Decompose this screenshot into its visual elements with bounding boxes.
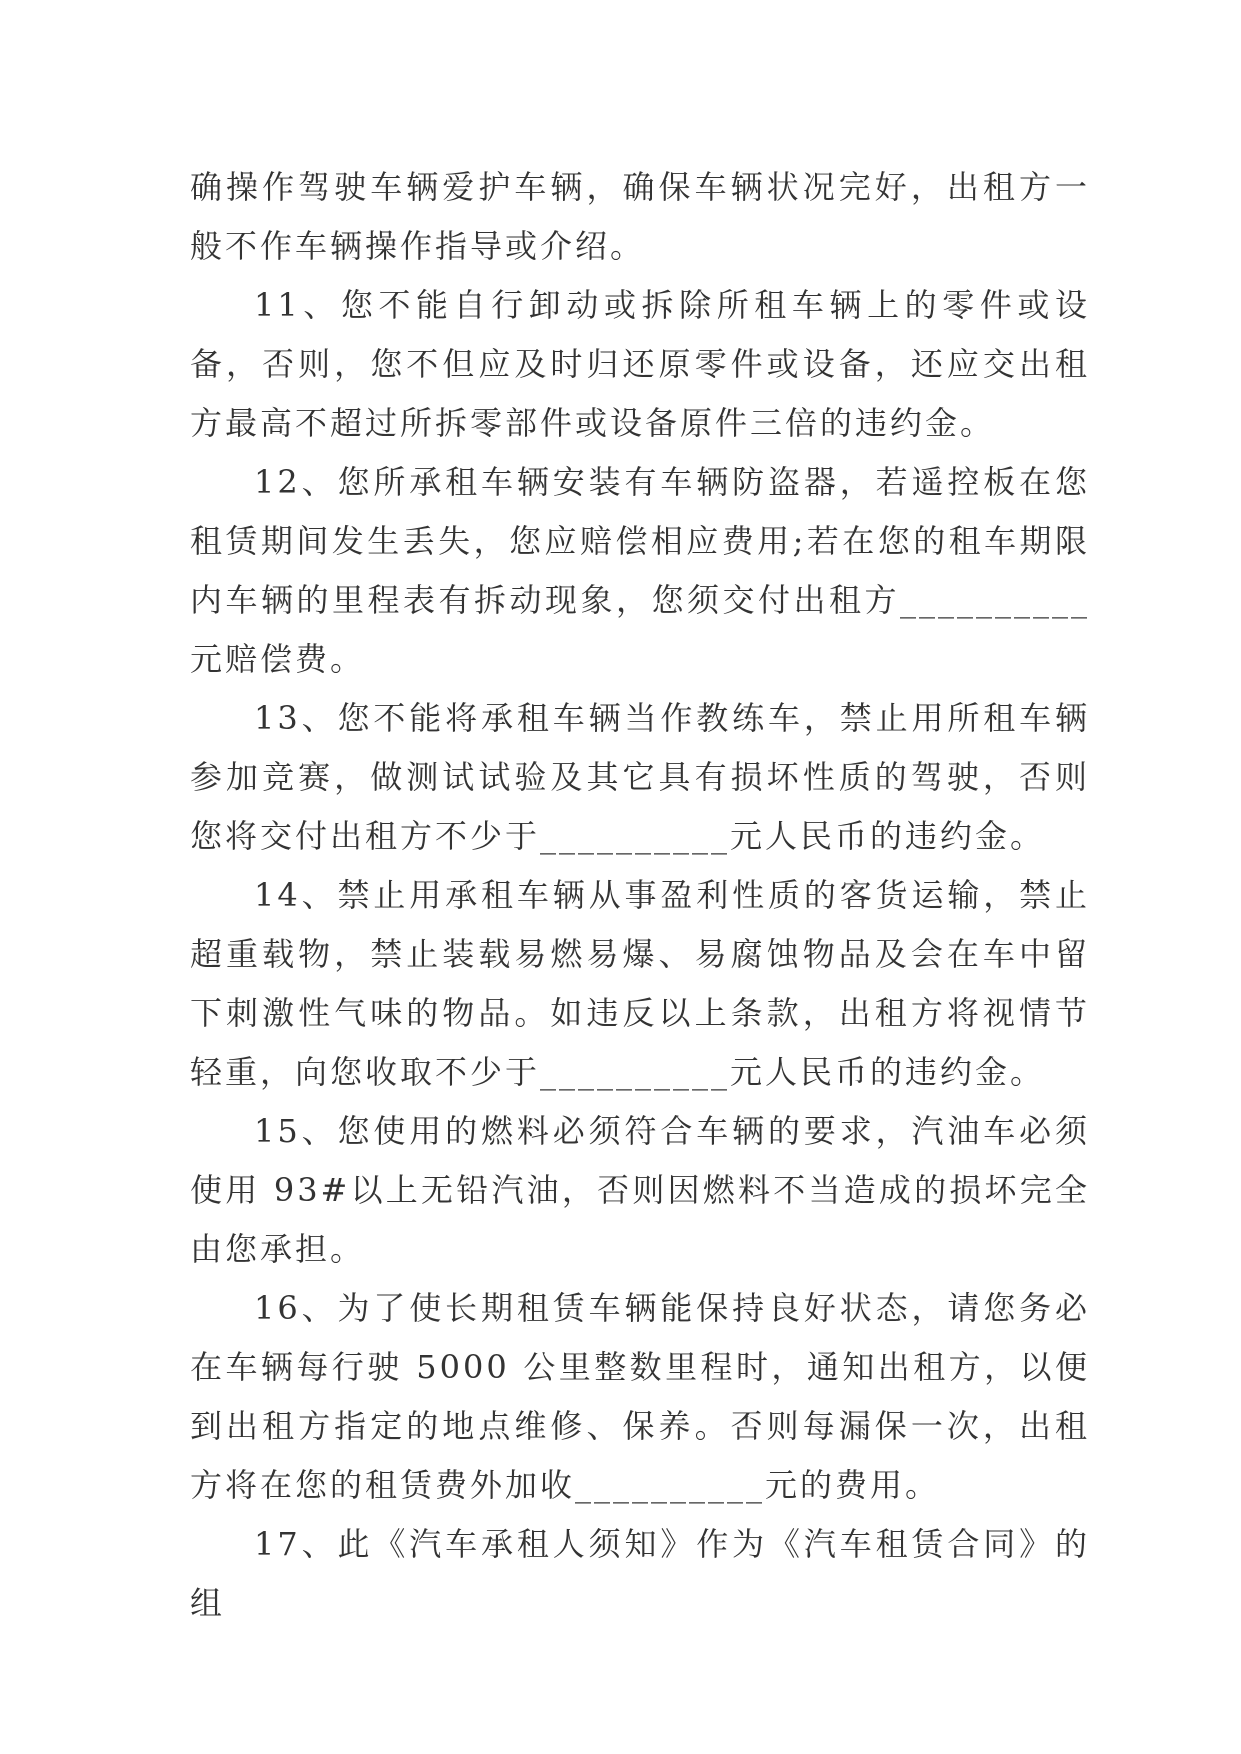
paragraph-clause-15: 15、您使用的燃料必须符合车辆的要求，汽油车必须使用 93#以上无铅汽油，否则因燃料不当造成的损坏完全由您承担。 — [190, 1112, 1090, 1268]
paragraph-clause-11: 11、您不能自行卸动或拆除所租车辆上的零件或设备，否则，您不但应及时归还原零件或设备，还应交出租方最高不超过所拆零部件或设备原件三倍的违约金。 — [190, 286, 1090, 442]
paragraph-clause-12: 12、您所承租车辆安装有车辆防盗器，若遥控板在您租赁期间发生丢失，您应赔偿相应费用;若在您的租车期限内车辆的里程表有拆动现象，您须交付出租方__________元赔偿费。 — [190, 463, 1090, 678]
paragraph-clause-13: 13、您不能将承租车辆当作教练车，禁止用所租车辆参加竞赛，做测试试验及其它具有损坏性质的驾驶，否则您将交付出租方不少于__________元人民币的违约金。 — [190, 699, 1090, 855]
paragraph-continuation: 确操作驾驶车辆爱护车辆，确保车辆状况完好，出租方一般不作车辆操作指导或介绍。 — [190, 168, 1090, 265]
paragraph-clause-17: 17、此《汽车承租人须知》作为《汽车租赁合同》的组 — [190, 1525, 1090, 1622]
paragraph-clause-16: 16、为了使长期租赁车辆能保持良好状态，请您务必在车辆每行驶 5000 公里整数里程时，通知出租方，以便到出租方指定的地点维修、保养。否则每漏保一次，出租方将在您的租赁费外加收__________元的费用。 — [190, 1289, 1090, 1504]
document-body — [190, 158, 1090, 1633]
paragraph-clause-14: 14、禁止用承租车辆从事盈利性质的客货运输，禁止超重载物，禁止装载易燃易爆、易腐蚀物品及会在车中留下刺激性气味的物品。如违反以上条款，出租方将视情节轻重，向您收取不少于__________元人民币的违约金。 — [190, 876, 1090, 1091]
